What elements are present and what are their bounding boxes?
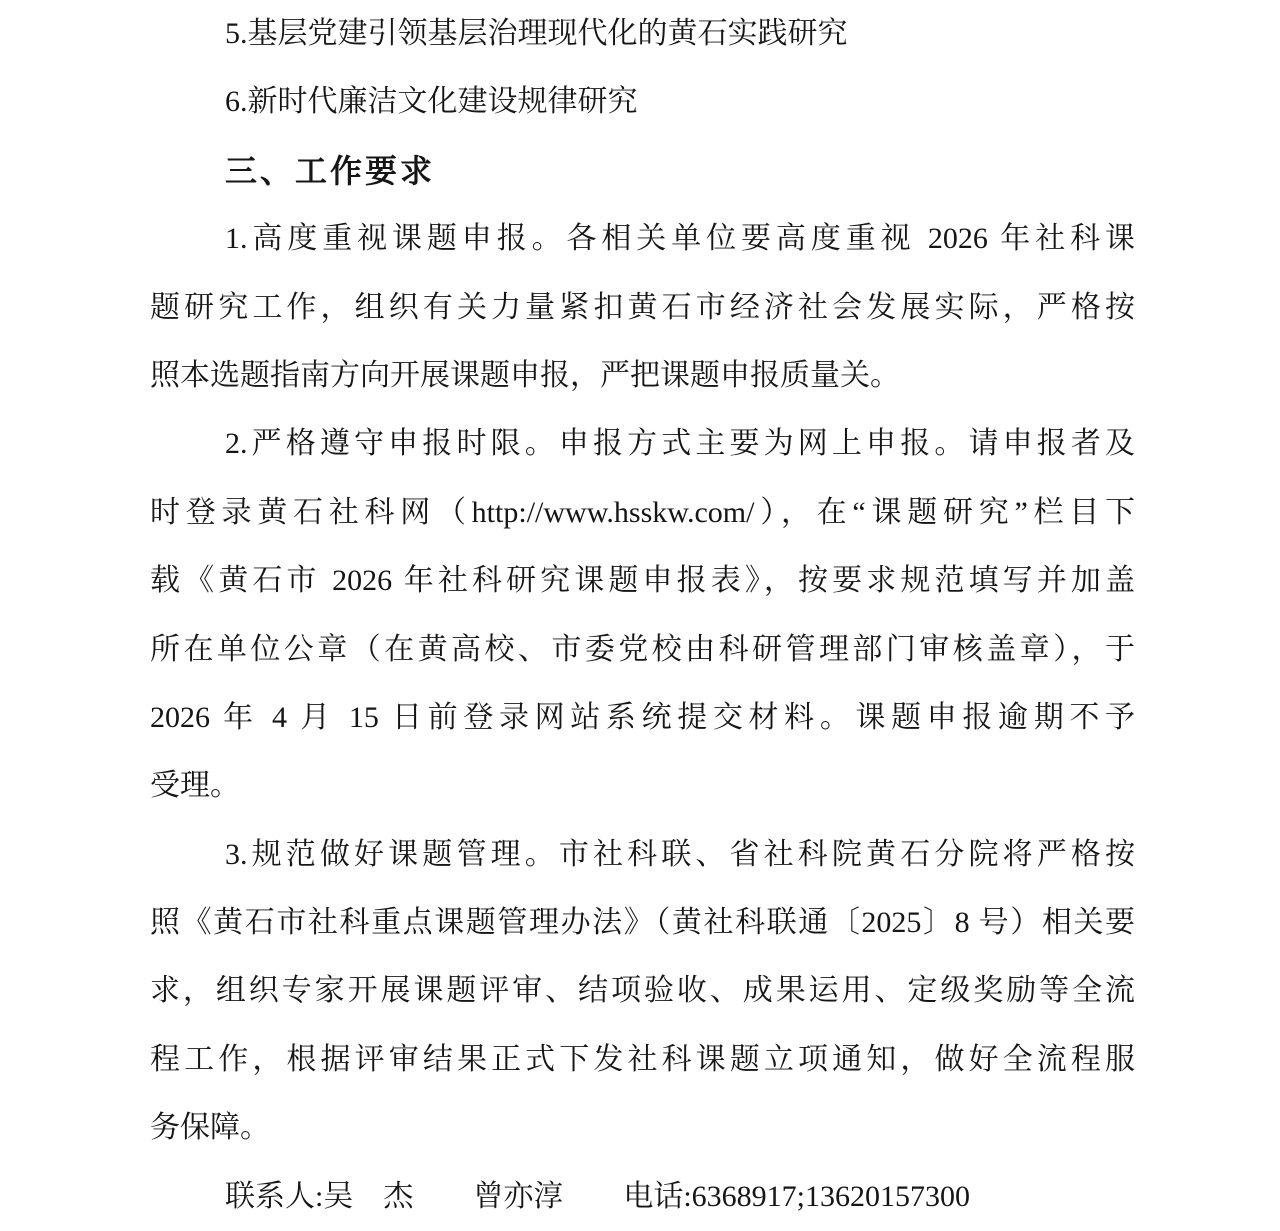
paragraph-2-line-deadline: 2026 年 4 月 15 日前登录网站系统提交材料。课题申报逾期不予 [150,700,1135,734]
paragraph-3-line: 求，组织专家开展课题评审、结项验收、成果运用、定级奖励等全流 [150,974,1135,1008]
paragraph-1-line: 题研究工作，组织有关力量紧扣黄石市经济社会发展实际，严格按 [150,290,1135,324]
contact-info-line: 联系人:吴 杰 曾亦淳 电话:6368917;13620157300 [225,1179,971,1213]
text-column [150,0,1135,1231]
paragraph-3-line: 3.规范做好课题管理。市社科联、省社科院黄石分院将严格按 [225,837,1135,871]
paragraph-3-line: 程工作，根据评审结果正式下发社科课题立项通知，做好全流程服 [150,1042,1135,1076]
paragraph-1-line: 1.高度重视课题申报。各相关单位要高度重视 2026 年社科课 [225,222,1135,256]
topic-item-6: 6.新时代廉洁文化建设规律研究 [225,85,638,119]
paragraph-2-line: 受理。 [150,769,240,803]
paragraph-3-line: 务保障。 [150,1111,270,1145]
paragraph-3-line-doc-reference: 照《黄石市社科重点课题管理办法》（黄社科联通〔2025〕8 号）相关要 [150,906,1135,940]
paragraph-2-line: 载《黄石市 2026 年社科研究课题申报表》，按要求规范填写并加盖 [150,564,1135,598]
paragraph-2-line-with-url: 时登录黄石社科网（http://www.hsskw.com/），在“课题研究”栏目下 [150,495,1135,529]
topic-item-5: 5.基层党建引领基层治理现代化的黄石实践研究 [225,17,848,50]
paragraph-1-line: 照本选题指南方向开展课题申报，严把课题申报质量关。 [150,358,900,392]
paragraph-2-line: 2.严格遵守申报时限。申报方式主要为网上申报。请申报者及 [225,427,1135,461]
paragraph-2-line: 所在单位公章（在黄高校、市委党校由科研管理部门审核盖章），于 [150,632,1135,666]
section-heading-work-requirements: 三、工作要求 [225,151,436,190]
